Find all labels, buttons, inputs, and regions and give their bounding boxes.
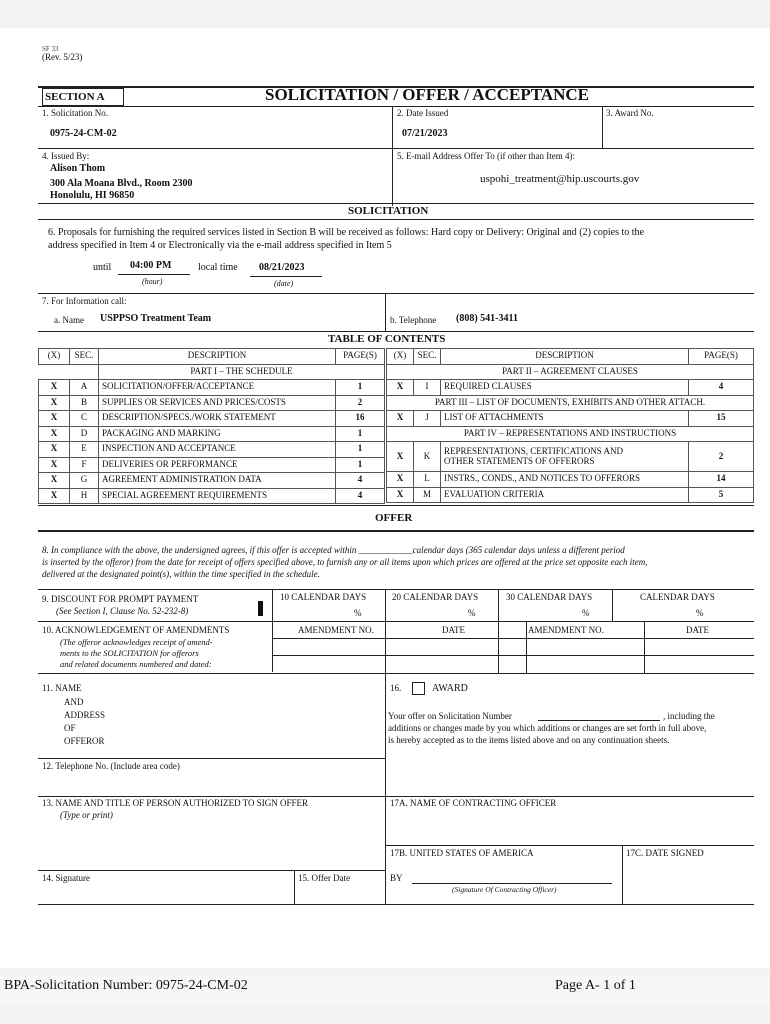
ack-sub2: ments to the SOLICITATION for offerors — [60, 648, 199, 658]
form-id: SF 33 — [42, 45, 59, 53]
info-label: 7. For Information call: — [42, 296, 127, 306]
toc-right-table — [386, 348, 754, 503]
by-label: BY — [390, 873, 403, 883]
table-row: X F DELIVERIES OR PERFORMANCE 1 — [39, 457, 385, 473]
toc-part1: PART I – THE SCHEDULE — [99, 364, 385, 380]
toc-part4: PART IV – REPRESENTATIONS AND INSTRUCTIONS — [387, 426, 754, 442]
contracting-officer-label: 17A. NAME OF CONTRACTING OFFICER — [390, 798, 557, 808]
solicitation-no-label: 1. Solicitation No. — [42, 108, 108, 118]
toc-col-pages: PAGE(S) — [689, 349, 754, 365]
until-label: until — [93, 262, 112, 273]
toc-col-desc: DESCRIPTION — [441, 349, 689, 365]
table-row: X A SOLICITATION/OFFER/ACCEPTANCE 1 — [39, 380, 385, 396]
table-row: X I REQUIRED CLAUSES 4 — [387, 380, 754, 396]
offer-paragraph-8-3: delivered at the designated point(s), within the time specified in the schedule. — [42, 569, 320, 579]
table-row: X G AGREEMENT ADMINISTRATION DATA 4 — [39, 473, 385, 489]
offeror-name-label: 11. NAME — [42, 683, 82, 693]
discount-cal-days: CALENDAR DAYS — [640, 592, 715, 602]
date-issued: 07/21/2023 — [402, 128, 448, 139]
date-caption: (date) — [274, 279, 294, 288]
award-checkbox[interactable] — [412, 682, 425, 695]
table-row: X H SPECIAL AGREEMENT REQUIREMENTS 4 — [39, 488, 385, 504]
field-marker — [258, 601, 263, 616]
toc-col-sec: SEC. — [414, 349, 441, 365]
usa-label: 17B. UNITED STATES OF AMERICA — [390, 848, 534, 858]
contact-name-label: a. Name — [54, 315, 84, 325]
discount-20-pct[interactable]: % — [468, 608, 476, 618]
issued-by-address2: Honolulu, HI 96850 — [50, 190, 135, 201]
offer-date-label: 15. Offer Date — [298, 873, 351, 883]
offeror-name-offeror: OFFEROR — [64, 736, 105, 746]
ack-label: 10. ACKNOWLEDGEMENT OF AMENDMENTS — [42, 625, 230, 635]
section-label: SECTION A — [42, 88, 124, 106]
toc-col-desc: DESCRIPTION — [99, 349, 336, 365]
toc-col-sec: SEC. — [70, 349, 99, 365]
email-label: 5. E-mail Address Offer To (if other than Item 4): — [397, 151, 575, 161]
offer-paragraph-8-2: is inserted by the offeror) from the date for receipt of offers specified above, to furnish any or all items upon which prices are offered at the price set opposite each item, — [42, 557, 648, 567]
footer-solicitation-number: BPA-Solicitation Number: 0975-24-CM-02 — [4, 978, 248, 993]
award-text-3: is hereby accepted as to the items listed above and on any continuation sheets. — [388, 735, 670, 745]
table-row: X J LIST OF ATTACHMENTS 15 — [387, 411, 754, 427]
table-row: X L INSTRS., CONDS., AND NOTICES TO OFFERORS 14 — [387, 472, 754, 488]
authorized-person-sub: (Type or print) — [60, 810, 113, 820]
contact-telephone: (808) 541-3411 — [456, 313, 518, 324]
form-revision: (Rev. 5/23) — [42, 52, 83, 62]
toc-col-x: (X) — [39, 349, 70, 365]
award-num: 16. — [390, 683, 402, 693]
award-text-2: additions or changes made by you which additions or changes are set forth in full above, — [388, 723, 707, 733]
discount-20-days: 20 CALENDAR DAYS — [392, 592, 479, 602]
offeror-telephone-label: 12. Telephone No. (Include area code) — [42, 761, 180, 771]
item6-text: 6. Proposals for furnishing the required services listed in Section B will be received as follows: Hard copy or Delivery: Original and (2) copies to the — [48, 227, 644, 238]
signature-caption: (Signature Of Contracting Officer) — [452, 885, 557, 894]
toc-heading: TABLE OF CONTENTS — [328, 333, 446, 345]
discount-10-pct[interactable]: % — [354, 608, 362, 618]
time-caption: (hour) — [142, 277, 163, 286]
due-time: 04:00 PM — [130, 260, 172, 271]
date-issued-label: 2. Date Issued — [397, 108, 449, 118]
ack-sub1: (The offeror acknowledges receipt of amend- — [60, 637, 213, 647]
offeror-name-of: OF — [64, 723, 76, 733]
contact-tel-label: b. Telephone — [390, 315, 437, 325]
due-date: 08/21/2023 — [259, 262, 305, 273]
amend-no-header: AMENDMENT NO. — [298, 625, 374, 635]
award-text-1b: , including the — [663, 711, 715, 721]
award-text-1: Your offer on Solicitation Number — [388, 711, 512, 721]
table-row: X K REPRESENTATIONS, CERTIFICATIONS AND OTHER STATEMENTS OF OFFERORS 2 — [387, 442, 754, 472]
offer-heading: OFFER — [375, 512, 413, 524]
discount-30-days: 30 CALENDAR DAYS — [506, 592, 593, 602]
table-row: X B SUPPLIES OR SERVICES AND PRICES/COSTS 2 — [39, 395, 385, 411]
issued-by-address1: 300 Ala Moana Blvd., Room 2300 — [50, 178, 193, 189]
contact-name: USPPSO Treatment Team — [100, 313, 212, 324]
offeror-signature-label: 14. Signature — [42, 873, 90, 883]
local-time-label: local time — [198, 262, 238, 273]
issued-by-name: Alison Thom — [50, 163, 106, 174]
offeror-name-address: ADDRESS — [64, 710, 106, 720]
toc-left-table — [38, 348, 385, 504]
discount-cal-pct[interactable]: % — [696, 608, 704, 618]
authorized-person-label: 13. NAME AND TITLE OF PERSON AUTHORIZED TO SIGN OFFER — [42, 798, 309, 808]
amend-date-header: DATE — [442, 625, 465, 635]
solicitation-heading: SOLICITATION — [348, 205, 429, 217]
discount-sub: (See Section I, Clause No. 52-232-8) — [56, 606, 189, 616]
table-row: X D PACKAGING AND MARKING 1 — [39, 426, 385, 442]
ack-sub3: and related documents numbered and dated: — [60, 659, 212, 669]
issued-by-label: 4. Issued By: — [42, 151, 90, 161]
award-no-label: 3. Award No. — [606, 108, 654, 118]
email-address[interactable]: uspohi_treatment@hip.uscourts.gov — [480, 173, 640, 185]
discount-label: 9. DISCOUNT FOR PROMPT PAYMENT — [42, 594, 199, 604]
item6-text-2: address specified in Item 4 or Electronically via the e-mail address specified in Item 5 — [48, 240, 392, 251]
toc-part3: PART III – LIST OF DOCUMENTS, EXHIBITS AND OTHER ATTACH. — [387, 395, 754, 411]
toc-col-x: (X) — [387, 349, 414, 365]
toc-col-pages: PAGE(S) — [336, 349, 385, 365]
date-signed-label: 17C. DATE SIGNED — [626, 848, 704, 858]
toc-part2: PART II – AGREEMENT CLAUSES — [387, 364, 754, 380]
solicitation-no: 0975-24-CM-02 — [50, 128, 117, 139]
offeror-name-and: AND — [64, 697, 84, 707]
table-row: X M EVALUATION CRITERIA 5 — [387, 487, 754, 503]
discount-30-pct[interactable]: % — [582, 608, 590, 618]
form-title: SOLICITATION / OFFER / ACCEPTANCE — [265, 85, 589, 104]
discount-10-days: 10 CALENDAR DAYS — [280, 592, 367, 602]
amend-no-header-2: AMENDMENT NO. — [528, 625, 604, 635]
table-row: X C DESCRIPTION/SPECS./WORK STATEMENT 16 — [39, 411, 385, 427]
table-row: X E INSPECTION AND ACCEPTANCE 1 — [39, 442, 385, 458]
offer-paragraph-8: 8. In compliance with the above, the undersigned agrees, if this offer is accepted within ____________calendar days (365 calendar days unless a different period — [42, 545, 625, 555]
footer-page-number: Page A- 1 of 1 — [555, 978, 636, 993]
award-label: AWARD — [432, 683, 468, 694]
amend-date-header-2: DATE — [686, 625, 709, 635]
